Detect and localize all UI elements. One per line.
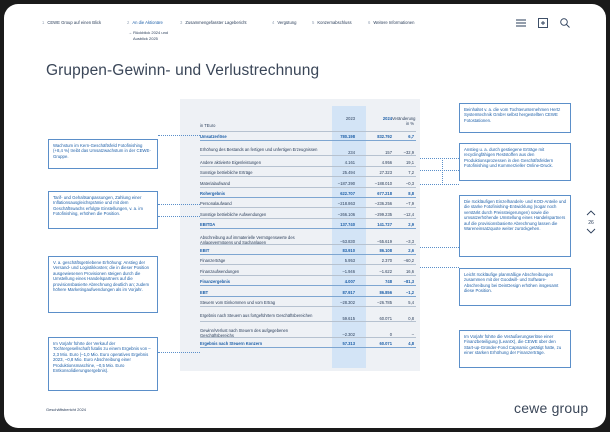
value-2024: –55.619 [377, 238, 392, 244]
page-number: 26 [588, 220, 594, 226]
value-change: 19,1 [406, 159, 414, 165]
table-row [200, 168, 416, 177]
divider [200, 197, 416, 198]
divider [200, 337, 416, 338]
row-label: Finanzaufwendungen [200, 268, 240, 274]
value-2023: 57.313 [342, 341, 355, 347]
value-2024: 60.071 [379, 316, 392, 322]
divider [200, 347, 416, 348]
callout-revenue: Wachstum im Kern-Geschäftsfeld Fotofinishing (+8,4 %) treibt das Umsatzwachstum in der CEWE-Gruppe. [48, 139, 158, 169]
value-2023: –1.946 [342, 268, 355, 274]
nav-item-management-report[interactable] [180, 20, 247, 25]
sub-nav-line: Ausblick 2025 [133, 35, 158, 41]
nav-label: An die Aktionäre [132, 20, 163, 25]
value-2024: 86.856 [379, 289, 392, 295]
table-row [200, 267, 416, 276]
divider [200, 218, 416, 219]
table-row [200, 210, 416, 219]
row-label: EBIT [200, 248, 210, 253]
value-2023: 137.740 [340, 222, 355, 228]
bookmark-icon[interactable] [536, 16, 550, 30]
callout-other-expenses: V. a. geschäftsgetriebene Erhöhung: Anstieg der Versand- und Logistikkosten; die in dieser Position ausgewiesenen Provisionen steigen durch die Umstellung eines Handelspartners auf die provisionsbasierte Abrechnung deutlich an; zudem höhere Marketingaufwendungen als im Vorjahr. [48, 256, 158, 313]
table-row [200, 132, 416, 141]
value-2023: 87.917 [342, 289, 355, 295]
value-change: 2,6 [408, 248, 414, 253]
table-row [200, 256, 416, 265]
header-2024: 2024 [382, 116, 392, 121]
row-label: Materialaufwand [200, 180, 231, 186]
connector [158, 216, 200, 217]
header-change: Veränderung in % [392, 116, 416, 126]
value-change: –12,4 [403, 211, 414, 217]
value-2024: 157 [385, 150, 392, 156]
value-2024: –299.235 [374, 211, 392, 217]
row-label: Steuern vom Einkommen und vom Ertrag [200, 300, 276, 305]
sub-nav-line: → Rückblick 2024 und [128, 30, 169, 35]
value-2024: 677.218 [377, 191, 392, 196]
value-2023: 780.198 [340, 134, 355, 139]
divider [200, 296, 416, 297]
divider [200, 306, 416, 307]
nav-num: 2 [127, 20, 130, 25]
row-label: Personalaufwand [200, 201, 232, 207]
row-label: Erhöhung des Bestands an fertigen und unfertigen Erzeugnissen [200, 146, 318, 152]
nav-label: Vergütung [277, 20, 297, 25]
connector [420, 247, 459, 248]
value-change: 5,4 [408, 300, 414, 305]
nav-label: Konzernabschluss [317, 20, 352, 25]
nav-label: Zusammengefasster Lagebericht [185, 20, 247, 25]
value-2023: –218.863 [337, 201, 355, 207]
row-label: Finanzergebnis [200, 279, 231, 285]
footer-text: Geschäftsbericht 2024 [46, 407, 87, 412]
nav-item-group[interactable] [42, 20, 101, 25]
divider [200, 207, 416, 208]
nav-item-shareholders[interactable] [127, 20, 163, 25]
value-2023: 59.615 [342, 316, 355, 322]
divider [200, 285, 416, 286]
value-2024: 86.108 [379, 248, 392, 253]
table-header [200, 114, 416, 132]
divider [200, 155, 416, 156]
value-change: –32,9 [403, 150, 414, 156]
divider [200, 187, 416, 188]
row-label: Ergebnis nach Steuern Konzern [200, 341, 263, 347]
row-label: EBT [200, 289, 209, 295]
table-row [200, 179, 416, 188]
brand-logo: cewe group [514, 400, 589, 416]
value-change: 2,9 [408, 222, 414, 228]
row-label: Rohergebnis [200, 191, 226, 196]
divider [200, 166, 416, 167]
value-change: – [411, 331, 414, 337]
value-2024: 4.956 [381, 159, 392, 165]
nav-num: 4 [272, 20, 275, 25]
value-2024: 60.071 [379, 341, 392, 347]
value-2023: –266.106 [337, 211, 355, 217]
connector [158, 352, 200, 353]
table-row [200, 308, 416, 322]
value-change: 16,6 [406, 268, 414, 274]
connector [158, 204, 200, 205]
value-2024: 27.323 [379, 170, 392, 176]
value-change: 4,8 [408, 341, 414, 347]
value-2024: 2.370 [381, 258, 392, 264]
value-2023: 5.953 [344, 258, 355, 264]
row-label: Finanzerträge [200, 258, 226, 264]
table-row [200, 324, 416, 338]
divider [200, 140, 416, 141]
chevron-up-icon[interactable] [584, 210, 598, 218]
row-label: Abschreibung auf immaterielle Vermögenswerte des Anlagevermögens und Sachanlagen [200, 235, 295, 246]
callout-personnel: Tarif- und Gehaltsanpassungen, Zahlung einer Inflationsausgleichsprämie und mit dem Geschäftswachs erfolgte Einstellungen, v. a. im Fotofinishing, erhöhen die Position. [48, 191, 158, 229]
callout-depreciation: Leicht rückläufige planmäßige Abschreibungen zusammen mit der Goodwill- und Software-Abschreibung bei DeinDesign erhöhen insgesamt diese Position. [459, 268, 571, 306]
value-change: 8,8 [408, 191, 414, 196]
connector [420, 158, 459, 159]
nav-label: Weitere Informationen [373, 20, 415, 25]
divider [200, 254, 416, 255]
table-row [200, 158, 416, 167]
value-2023: –2.302 [342, 331, 355, 337]
table-row [200, 189, 416, 198]
search-icon[interactable] [558, 16, 572, 30]
callout-financial-income: Im Vorjahr führte die Veräußerungserlöse einer Finanzbeteiligung (LeanIX), die CEWE über den Start-up-Gründer-Fond Capnamic getätigt hatte, zu einer starken Erhöhung der Finanzerträge. [459, 330, 571, 368]
value-2023: 622.707 [340, 191, 355, 196]
value-2024: 0 [389, 331, 392, 337]
row-label: Ergebnis nach Steuern aus fortgeführtem Geschäftsbereichen [200, 312, 313, 318]
value-change: 7,2 [408, 170, 414, 176]
table-row [200, 339, 416, 348]
connector [158, 135, 200, 136]
value-2023: 83.910 [342, 248, 355, 253]
table-row [200, 220, 416, 229]
value-2023: –53.830 [340, 238, 355, 244]
row-label: EBITDA [200, 222, 216, 228]
table-row [200, 231, 416, 245]
value-change: –81,3 [403, 279, 414, 285]
nav-num: 1 [42, 20, 45, 25]
value-change: 0,8 [408, 316, 414, 322]
divider [200, 244, 416, 245]
callout-material: Die rückläufigen Einzelhandels- und KOD-Anteile und die starke Fotofinishing-Entwicklung (sogar noch verstärkt durch Preissteigerungen) sowie die umsatzerhöhende Umstellung eines Handelspartners auf die provisionsbasierte Abrechnung lassen die Wareneinsatzquote weiter zurückgehen. [459, 195, 571, 257]
pager [584, 210, 598, 236]
callout-discontinued: Im Vorjahr führte der Verkauf der Tochtergesellschaft futalis zu einem Ergebnis von –2,3 Mio. Euro (–1,0 Mio. Euro operatives Ergebnis 2023, –0,8 Mio. Euro Abschreibung einer Produktionsmaschine, –0,5 Mio. Euro Entkonsolidierungsergebnis). [48, 337, 158, 391]
page-title: Gruppen-Gewinn- und Verlustrechnung [46, 62, 320, 79]
nav-num: 5 [312, 20, 315, 25]
value-change: –0,3 [406, 180, 414, 186]
toolbar-icons [512, 16, 592, 30]
menu-icon[interactable] [514, 16, 528, 30]
page [4, 4, 606, 428]
header-2023: 2023 [345, 116, 355, 121]
value-2023: –187.390 [337, 180, 355, 186]
connector [420, 170, 459, 171]
nav-item-further-info[interactable] [368, 20, 414, 25]
row-label: Andere aktivierte Eigenleistungen [200, 159, 261, 165]
row-label: Umsatzerlöse [200, 134, 227, 139]
table-row [200, 142, 416, 156]
table-row [200, 298, 416, 307]
nav-item-financial-statements[interactable] [312, 20, 352, 25]
value-2024: 832.792 [377, 134, 392, 139]
table-row [200, 277, 416, 286]
divider [200, 228, 416, 229]
nav-num: 3 [180, 20, 183, 25]
value-change: –7,9 [406, 201, 414, 207]
value-2023: 234 [348, 150, 355, 156]
row-label: Gewinn/Verlust nach Steuern des aufgegebenen Geschäftsbereichs [200, 328, 289, 339]
divider [200, 275, 416, 276]
value-change: 6,7 [408, 134, 414, 139]
value-change: –3,3 [406, 238, 414, 244]
value-2024: –26.785 [377, 300, 392, 305]
connector [420, 267, 459, 268]
value-2023: 4.161 [344, 159, 355, 165]
value-change: –1,2 [406, 289, 414, 295]
value-2024: 748 [385, 279, 392, 285]
callout-other-income: Anstieg u. a. durch gestiegene Erträge mit recyclingfähigen Reststoffen aus den Produktionsprozessen in den Geschäftsfeldern Fotofinishing und Kommerzieller Online-Druck. [459, 143, 571, 181]
value-change: –60,2 [403, 258, 414, 264]
divider [200, 264, 416, 265]
table-row [200, 246, 416, 255]
nav-item-remuneration[interactable] [272, 20, 296, 25]
nav-num: 6 [368, 20, 371, 25]
value-2024: –236.256 [374, 201, 392, 207]
value-2024: –188.010 [374, 180, 392, 186]
value-2023: 25.494 [342, 170, 355, 176]
chevron-down-icon[interactable] [584, 228, 598, 236]
callout-own-work: Beinhaltet v. a. die vom Tochterunternehmen Hertz Systemtechnik GmbH selbst hergestellten CEWE Fotostationen. [459, 103, 571, 133]
connector [442, 158, 443, 183]
table-row [200, 199, 416, 208]
nav-label: CEWE Group auf einen Blick [47, 20, 102, 25]
sub-nav[interactable] [128, 30, 168, 41]
connector [420, 184, 459, 185]
row-label: Sonstige betriebliche Aufwendungen [200, 211, 267, 217]
value-2023: 4.007 [344, 279, 355, 285]
table-row [200, 288, 416, 297]
divider [200, 321, 416, 322]
header-unit: in TEuro [200, 123, 216, 128]
divider [200, 176, 416, 177]
value-2024: –1.622 [379, 268, 392, 274]
value-2023: –28.302 [340, 300, 355, 305]
row-label: Sonstige betriebliche Erträge [200, 170, 253, 176]
value-2024: 141.727 [377, 222, 392, 228]
